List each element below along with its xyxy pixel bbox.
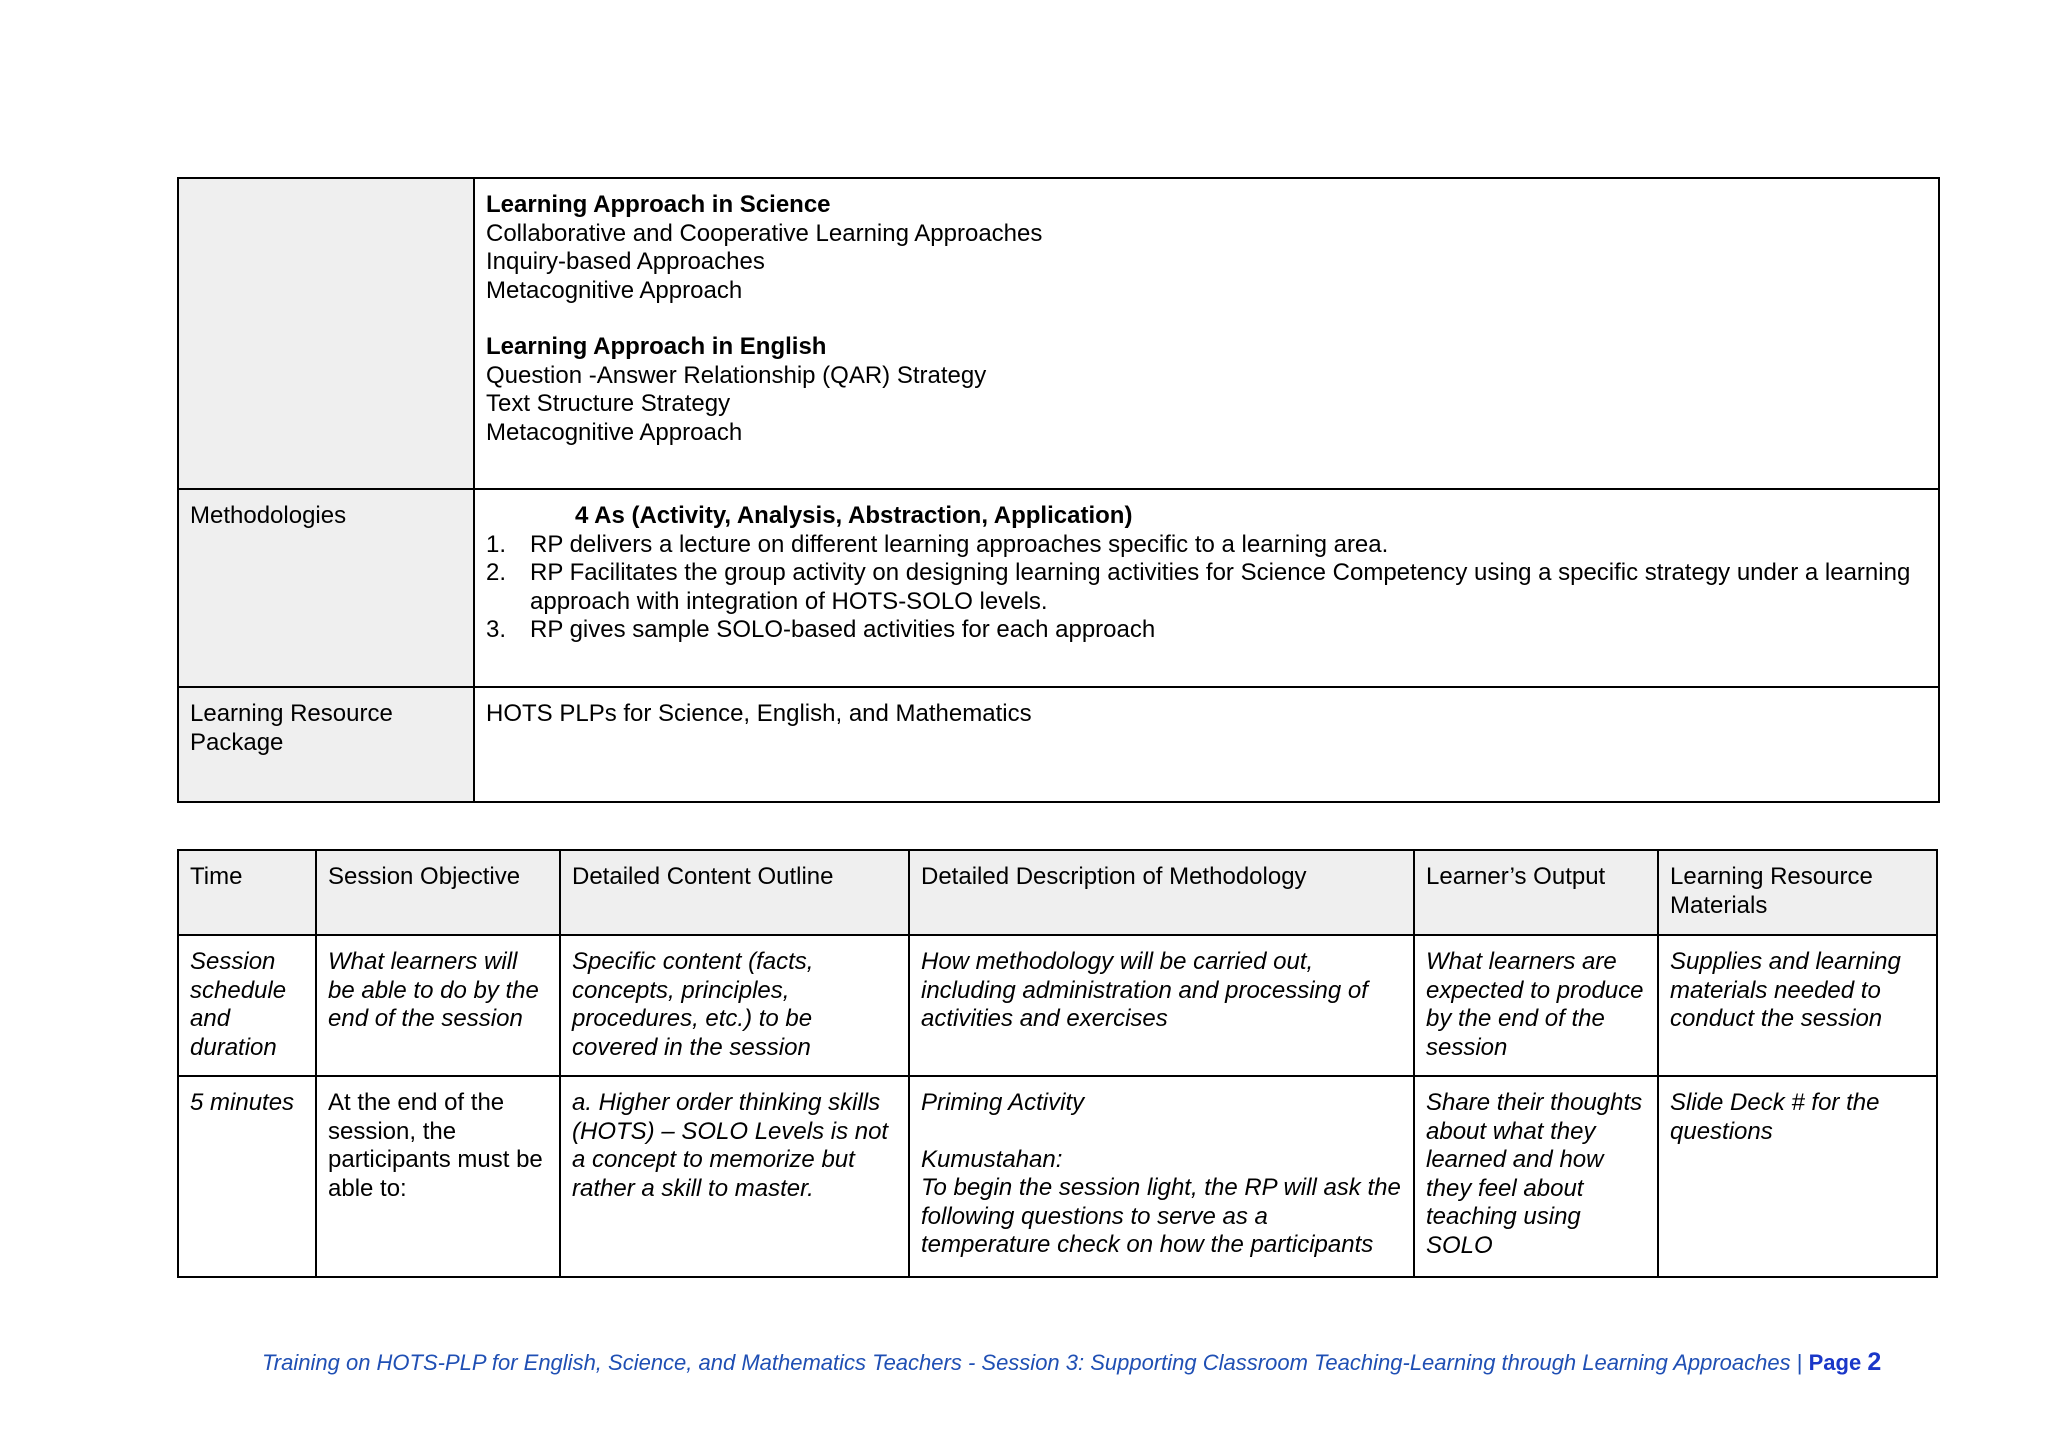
methodologies-cell <box>474 489 1939 687</box>
methodology-subtitle: Kumustahan: <box>921 1145 1063 1173</box>
cell-output: Share their thoughts about what they learned and how they feel about teaching using SOLO <box>1414 1076 1658 1277</box>
english-item: Metacognitive Approach <box>486 418 743 446</box>
footer-title: Training on HOTS-PLP for English, Science, and Mathematics Teachers - Session 3: Supporting Classroom Teaching-Learning through Learning Approaches <box>262 1350 1791 1375</box>
learning-approach-cell <box>474 178 1939 489</box>
row-label-resource-package: Learning Resource Package <box>178 687 474 802</box>
cell-materials: Slide Deck # for the questions <box>1658 1076 1937 1277</box>
science-item: Inquiry-based Approaches <box>486 248 765 275</box>
page-footer <box>262 1348 1902 1377</box>
table-header-row <box>178 850 1937 935</box>
table-row <box>178 1076 1937 1277</box>
methodologies-row <box>178 489 1939 687</box>
methodology-title: Priming Activity <box>921 1089 1085 1116</box>
list-item: 3. RP gives sample SOLO-based activities for each approach <box>486 616 1156 643</box>
science-item: Collaborative and Cooperative Learning Approaches <box>486 219 1043 247</box>
page-number: 2 <box>1867 1348 1882 1376</box>
guide-content: Specific content (facts, concepts, principles, procedures, etc.) to be covered in the session <box>560 935 909 1076</box>
resource-package-value: HOTS PLPs for Science, English, and Mathematics <box>474 687 1939 802</box>
methodology-list <box>486 531 1927 645</box>
list-item: 2. RP Facilitates the group activity on designing learning activities for Science Competency using a specific strategy under a learning approach with integration of HOTS-SOLO levels. <box>486 559 1911 615</box>
session-plan-table <box>177 849 1938 1278</box>
english-item: Text Structure Strategy <box>486 390 731 417</box>
header-resource-materials: Learning Resource Materials <box>1658 850 1937 935</box>
cell-objective: At the end of the session, the participants must be able to: <box>316 1076 560 1277</box>
cell-time: 5 minutes <box>178 1076 316 1277</box>
methodology-text: To begin the session light, the RP will ask the following questions to serve as a temperature check on how the participants <box>921 1174 1401 1258</box>
list-item: 1. RP delivers a lecture on different learning approaches specific to a learning area. <box>486 530 1389 558</box>
methodology-heading: 4 As (Activity, Analysis, Abstraction, Application) <box>575 502 1133 529</box>
science-item: Metacognitive Approach <box>486 276 743 304</box>
english-item: Question -Answer Relationship (QAR) Strategy <box>486 361 987 389</box>
guide-output: What learners are expected to produce by the end of the session <box>1414 935 1658 1076</box>
header-session-objective: Session Objective <box>316 850 560 935</box>
guide-objective: What learners will be able to do by the end of the session <box>316 935 560 1076</box>
cell-methodology <box>909 1076 1414 1277</box>
guide-row <box>178 935 1937 1076</box>
header-content-outline: Detailed Content Outline <box>560 850 909 935</box>
header-time: Time <box>178 850 316 935</box>
row-label-methodologies: Methodologies <box>178 489 474 687</box>
learning-approach-row <box>178 178 1939 489</box>
resource-package-row <box>178 687 1939 802</box>
guide-time: Session schedule and duration <box>178 935 316 1076</box>
guide-methodology: How methodology will be carried out, including administration and processing of activities and exercises <box>909 935 1414 1076</box>
page-label: Page <box>1808 1350 1862 1375</box>
science-heading: Learning Approach in Science <box>486 191 831 218</box>
session-details-table <box>177 177 1940 803</box>
header-learners-output: Learner’s Output <box>1414 850 1658 935</box>
footer-separator: | <box>1796 1350 1803 1375</box>
header-methodology: Detailed Description of Methodology <box>909 850 1414 935</box>
english-heading: Learning Approach in English <box>486 333 827 360</box>
cell-content: a. Higher order thinking skills (HOTS) – SOLO Levels is not a concept to memorize but rather a skill to master. <box>560 1076 909 1277</box>
row-label-empty <box>178 178 474 489</box>
guide-materials: Supplies and learning materials needed to conduct the session <box>1658 935 1937 1076</box>
